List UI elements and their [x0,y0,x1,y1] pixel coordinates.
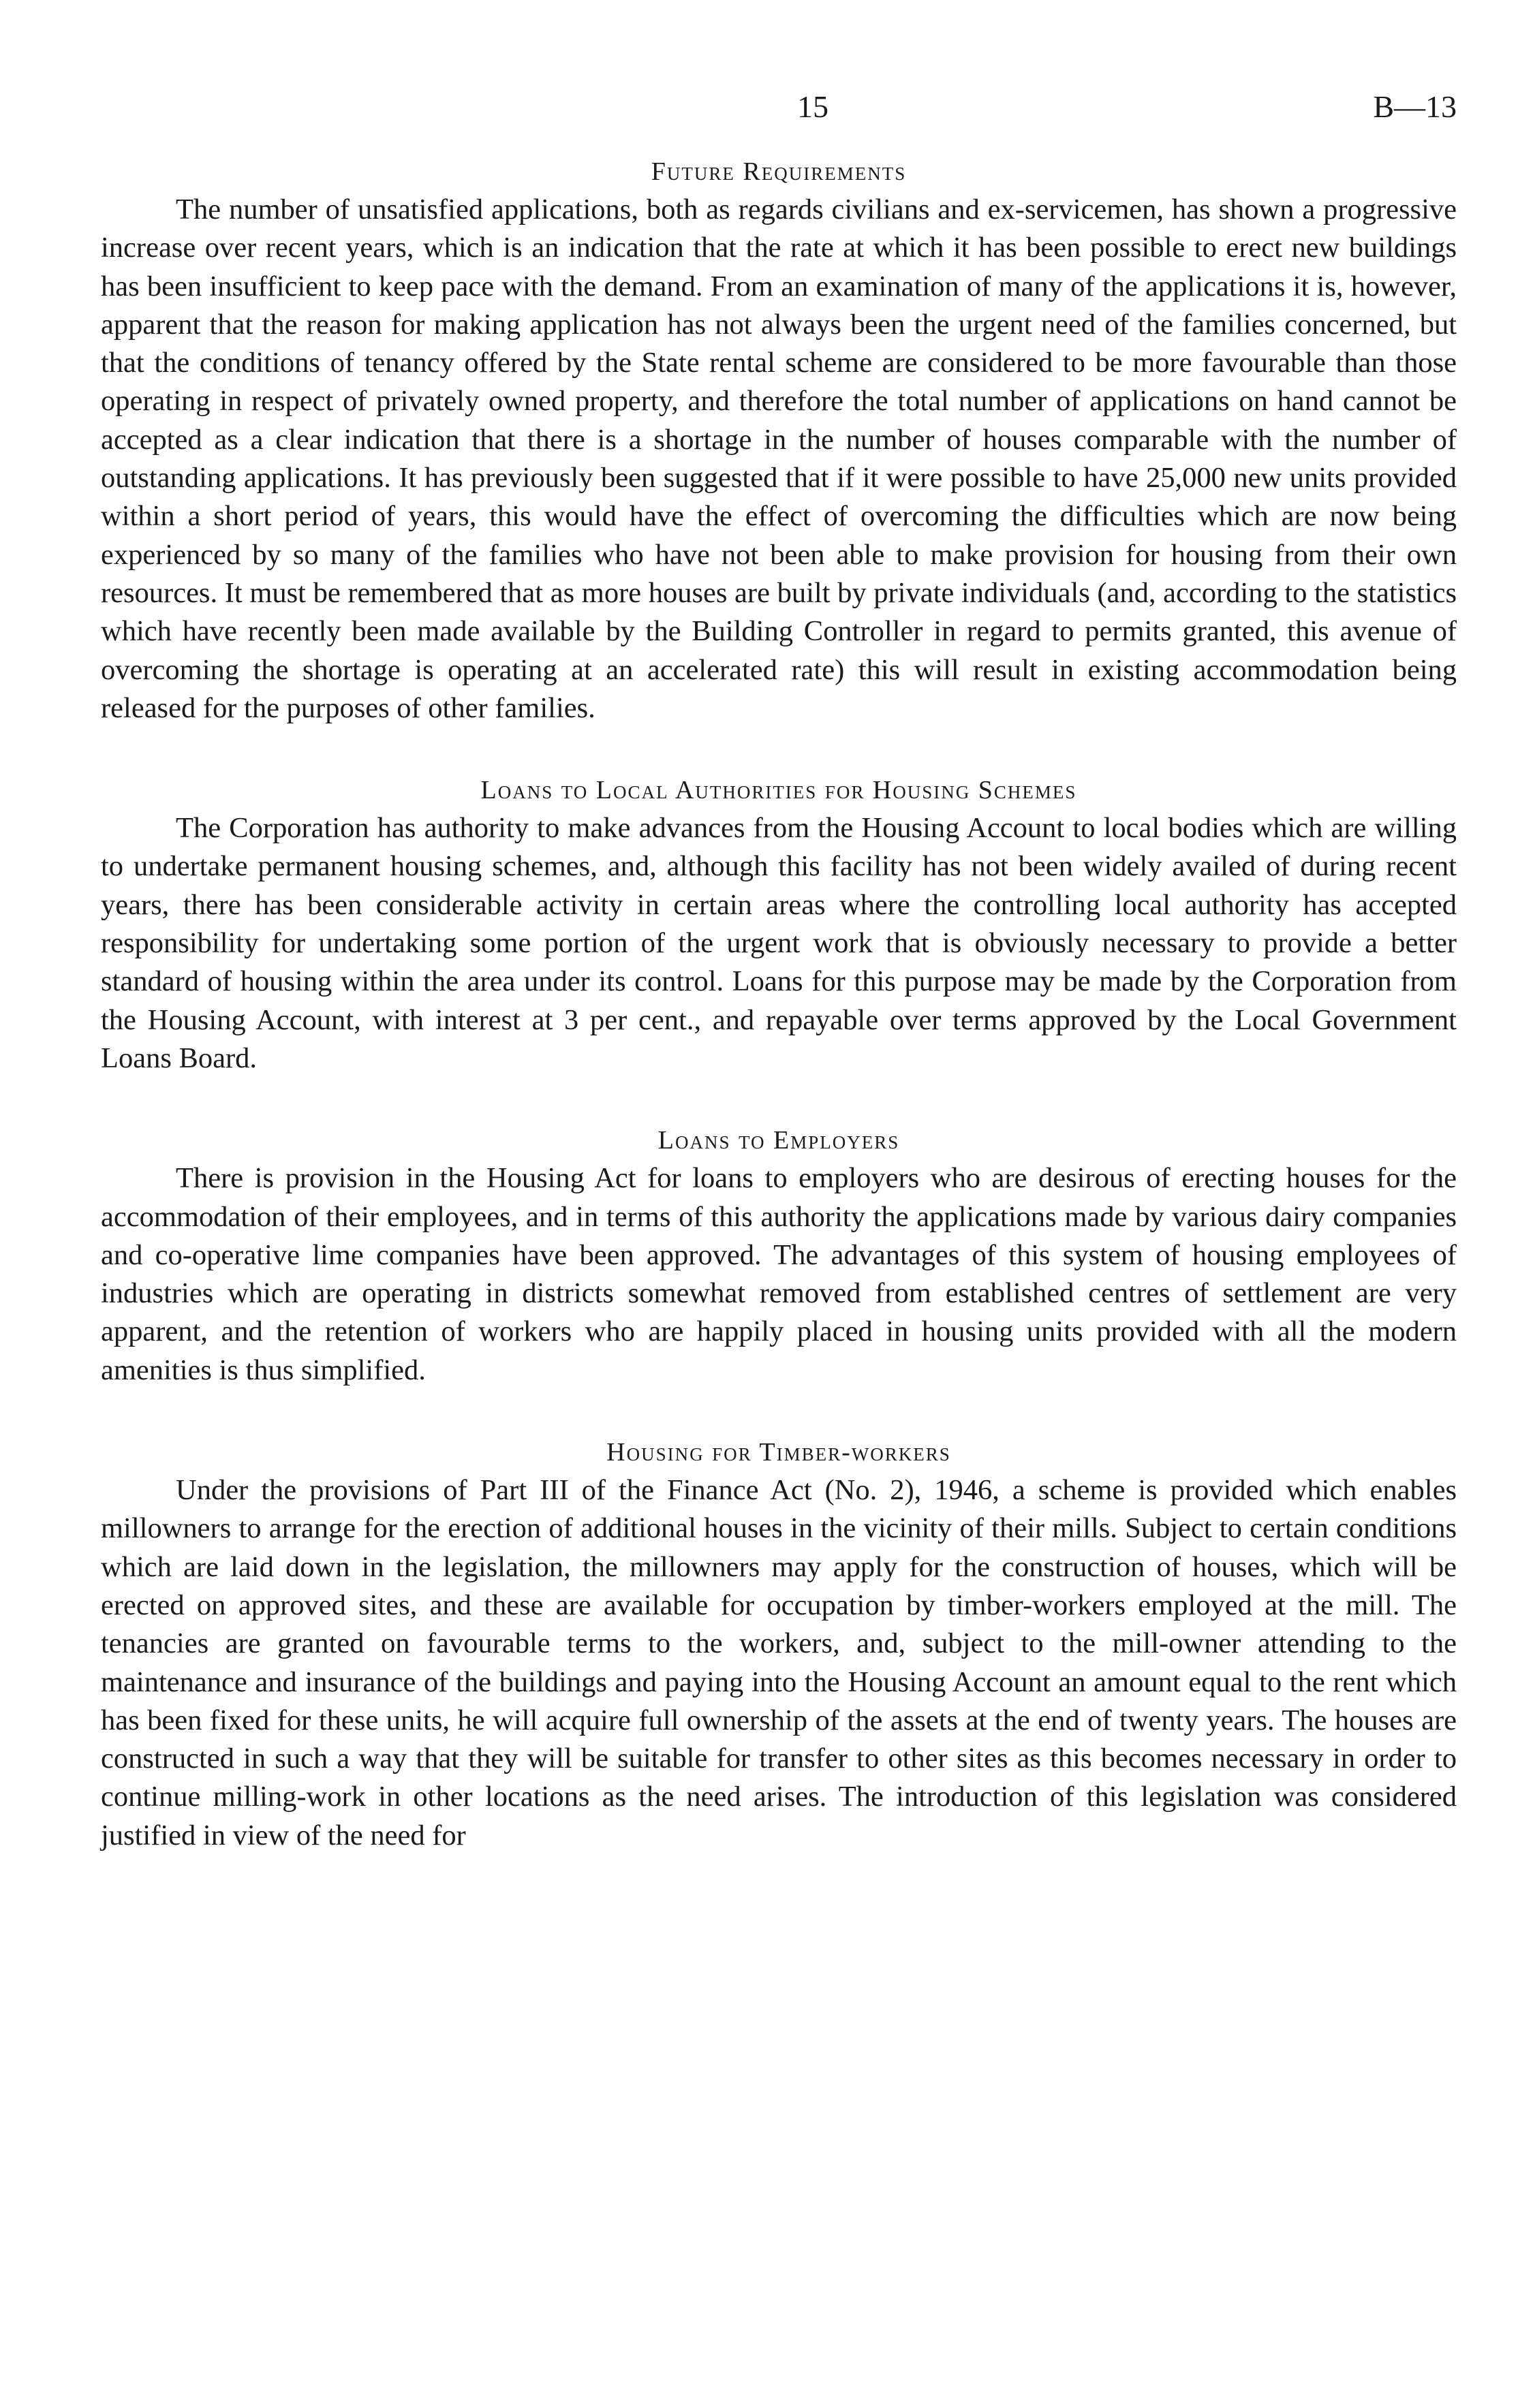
section-future-requirements [101,157,1457,728]
section-paragraph: The number of unsatisfied applications, both as regards civilians and ex-servicemen, has shown a progressive increase over recent years, which is an indication that the rate at which it has been possible to erect new buildings has been insufficient to keep pace with the demand. From an examination of many of the applications it is, however, apparent that the reason for making application has not always been the urgent need of the families concerned, but that the conditions of tenancy offered by the State rental scheme are considered to be more favourable than those operating in respect of privately owned property, and therefore the total number of applications on hand cannot be accepted as a clear indication that there is a shortage in the number of houses comparable with the number of outstanding applications. It has previously been suggested that if it were possible to have 25,000 new units provided within a short period of years, this would have the effect of overcoming the difficulties which are now being experienced by so many of the families who have not been able to make provision for housing from their own resources. It must be remembered that as more houses are built by private individuals (and, according to the statistics which have recently been made available by the Building Controller in regard to permits granted, this avenue of overcoming the shortage is operating at an accelerated rate) this will result in existing accommodation being released for the purposes of other families. [101,193,1457,724]
section-heading: Loans to Employers [657,1126,900,1155]
section-loans-to-local-authorities [101,775,1457,1078]
section-paragraph: The Corporation has authority to make advances from the Housing Account to local bodies which are willing to undertake permanent housing schemes, and, although this facility has not been widely availed of during recent years, there has been considerable activity in certain areas where the controlling local authority has accepted responsibility for undertaking some portion of the urgent work that is obviously necessary to provide a better standard of housing within the area under its control. Loans for this purpose may be made by the Corporation from the Housing Account, with interest at 3 per cent., and repayable over terms approved by the Local Government Loans Board. [101,812,1457,1074]
section-housing-for-timber-workers [101,1437,1457,1855]
section-heading: Future Requirements [651,157,907,186]
section-loans-to-employers [101,1125,1457,1390]
section-paragraph: Under the provisions of Part III of the Finance Act (No. 2), 1946, a scheme is provided which enables millowners to arrange for the erection of additional houses in the vicinity of their mills. Subject to certain conditions which are laid down in the legislation, the millowners may apply for the construction of houses, which will be erected on approved sites, and these are available for occupation by timber-workers employed at the mill. The tenancies are granted on favourable terms to the workers, and, subject to the mill-owner attending to the maintenance and insurance of the buildings and paying into the Housing Account an amount equal to the rent which has been fixed for these units, he will acquire full ownership of the assets at the end of twenty years. The houses are constructed in such a way that they will be suitable for transfer to other sites as this becomes necessary in order to continue milling-work in other locations as the need arises. The introduction of this legislation was considered justified in view of the need for [101,1474,1457,1851]
document-page [101,89,1457,1855]
running-head [101,89,1457,129]
section-heading: Housing for Timber-workers [606,1438,951,1467]
page-number: 15 [797,89,828,124]
page-reference: B—13 [1373,89,1457,124]
section-heading: Loans to Local Authorities for Housing Schemes [480,776,1077,805]
section-paragraph: There is provision in the Housing Act for loans to employers who are desirous of erecting houses for the accommodation of their employees, and in terms of this authority the applications made by various dairy companies and co-operative lime companies have been approved. The advantages of this system of housing employees of industries which are operating in districts somewhat removed from established centres of settlement are very apparent, and the retention of workers who are happily placed in housing units provided with all the modern amenities is thus simplified. [101,1162,1457,1386]
